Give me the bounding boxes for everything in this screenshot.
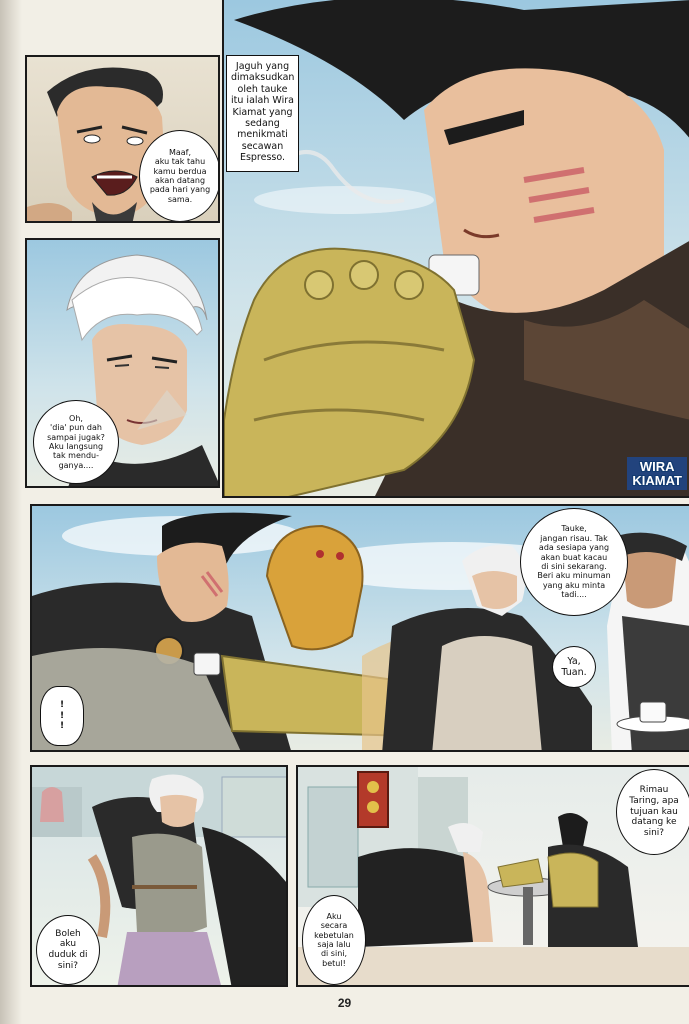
- speech-bubble-rimau-3: Boleh aku duduk di sini?: [36, 915, 100, 985]
- speech-bubble-shopkeeper-1: Maaf, aku tak tahu kamu berdua akan datang pada hari yang sama.: [139, 130, 220, 222]
- page-number: 29: [337, 996, 352, 1010]
- panel-wide-cafe-scene: [30, 504, 689, 752]
- page-shadow: [0, 0, 22, 1024]
- panel-wira-kiamat-espresso: [222, 0, 689, 498]
- panel-rimau-ask-sit: [30, 765, 288, 987]
- speech-bubble-rimau-4: Aku secara kebetulan saja lalu di sini, betul!: [302, 895, 366, 985]
- panel-shopkeeper-apology: [25, 55, 220, 223]
- speech-bubble-rimau-1: Oh, 'dia' pun dah sampai jugak? Aku langsung tak mendu- ganya....: [33, 400, 119, 484]
- panel-wira-question: [296, 765, 689, 987]
- speech-bubble-shopkeeper-2: Ya, Tuan.: [552, 646, 596, 688]
- speech-bubble-wira-exclaim: ! ! !: [40, 686, 84, 746]
- panel-rimau-surprised: [25, 238, 220, 488]
- narration-caption: Jaguh yang dimaksudkan oleh tauke itu ialah Wira Kiamat yang sedang menikmati secawan Espresso.: [226, 55, 299, 172]
- character-name-tag: WIRA KIAMAT: [627, 457, 687, 490]
- speech-bubble-wira-question: Rimau Taring, apa tujuan kau datang ke sini?: [616, 769, 689, 855]
- speech-bubble-rimau-2: Tauke, jangan risau. Tak ada sesiapa yang akan buat kacau di sini sekarang. Beri aku minuman yang aku minta tadi....: [520, 508, 628, 616]
